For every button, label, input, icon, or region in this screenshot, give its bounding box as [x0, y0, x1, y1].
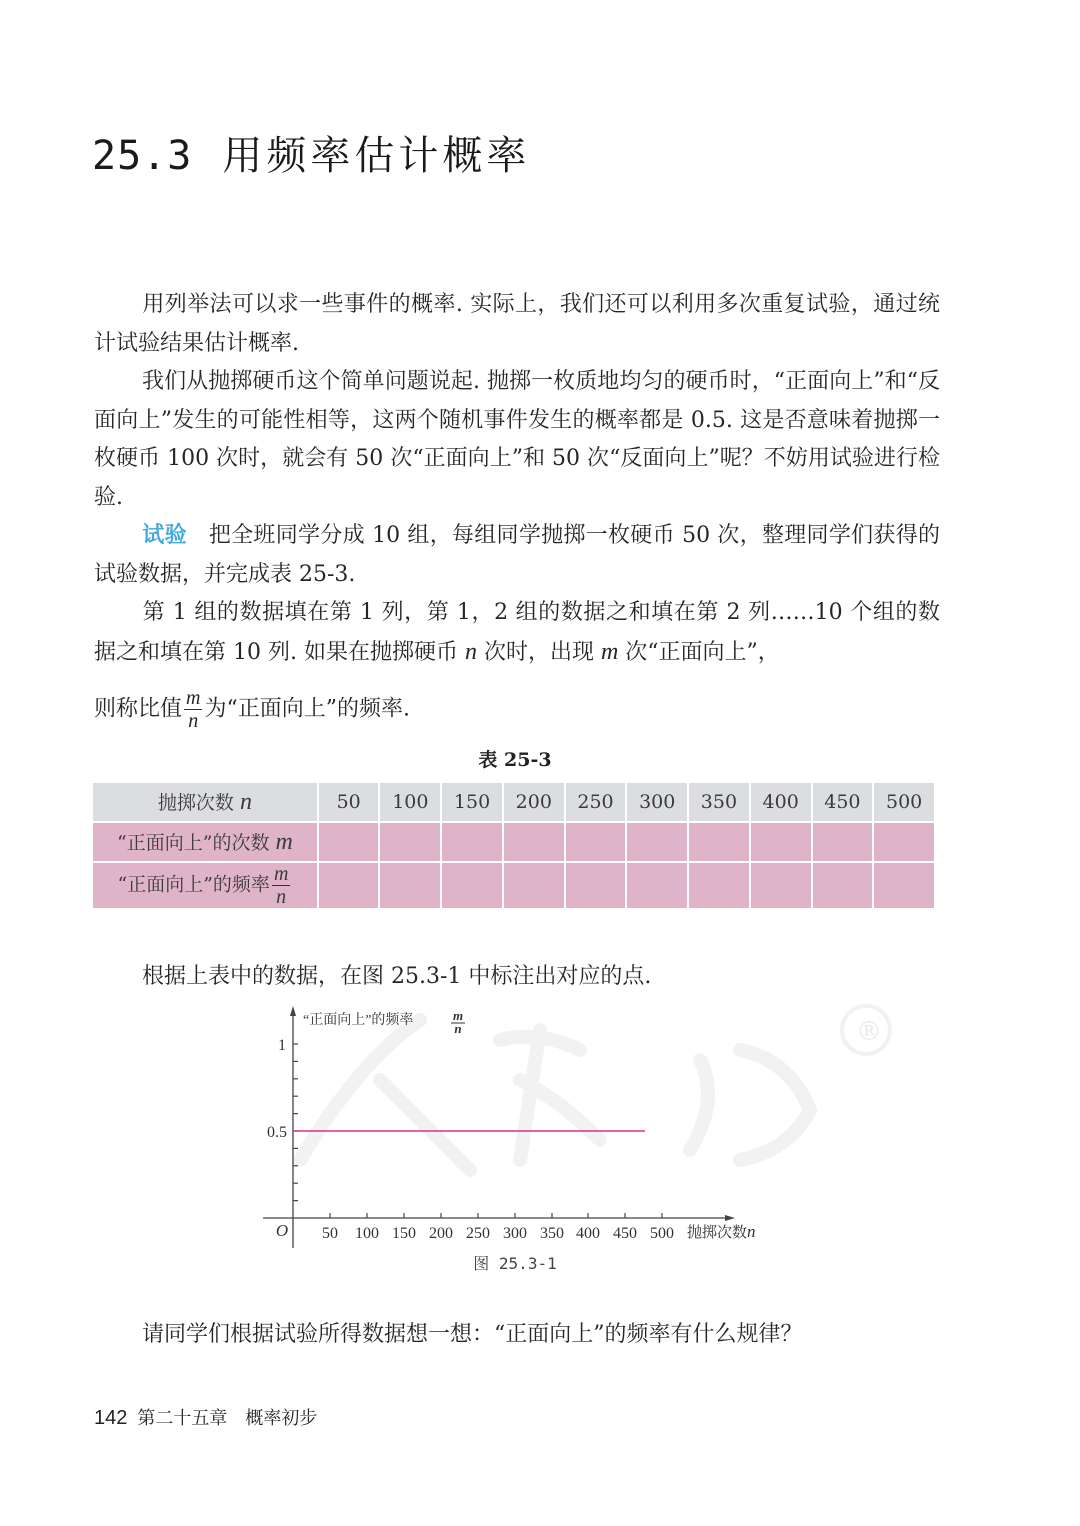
table-row-frequencies: [93, 863, 936, 910]
y-tick-label: 1: [278, 1037, 286, 1054]
x-tick-label: 250: [466, 1225, 490, 1242]
x-tick-label: 300: [503, 1225, 527, 1242]
y-ticks: [293, 1044, 298, 1201]
frequency-cell[interactable]: [627, 863, 689, 910]
fraction-m-over-n: [184, 688, 202, 731]
y-axis-frac-numerator: m: [452, 1008, 464, 1023]
paragraph-text: 用列举法可以求一些事件的概率. 实际上，我们还可以利用多次重复试验，通过统计试验结果估计概率.: [94, 292, 940, 356]
x-tick-label: 400: [576, 1225, 600, 1242]
column-n-value: 150: [442, 783, 504, 823]
count-cell[interactable]: [627, 823, 689, 863]
table-caption: 表 25-3: [478, 749, 552, 771]
paragraph-question: [142, 1316, 942, 1355]
label-text: “正面向上”的频率: [117, 873, 270, 896]
column-n-value: 300: [627, 783, 689, 823]
paragraph-frequency-definition-line3: [94, 688, 940, 731]
count-cell[interactable]: [874, 823, 936, 863]
fraction-denominator: n: [276, 886, 287, 908]
paragraph-coin: [94, 363, 940, 517]
y-axis-label: “正面向上”的频率: [303, 1013, 414, 1028]
table-row-counts: [93, 823, 936, 863]
column-n-value: 250: [566, 783, 628, 823]
count-cell[interactable]: [813, 823, 875, 863]
paragraph-chart-instruction: [142, 958, 942, 997]
page-footer: [94, 1404, 317, 1430]
section-heading: 用频率估计概率: [222, 133, 531, 179]
frequency-cell[interactable]: [751, 863, 813, 910]
x-axis-arrow-icon: [725, 1215, 735, 1221]
column-n-value: 350: [689, 783, 751, 823]
x-ticks: [330, 1213, 662, 1218]
column-n-value: 100: [380, 783, 442, 823]
count-cell[interactable]: [319, 823, 381, 863]
column-n-value: 200: [504, 783, 566, 823]
variable-n: n: [239, 789, 252, 815]
column-n-value: 500: [874, 783, 936, 823]
row-label-m: [93, 823, 319, 863]
row-label-frequency: [93, 863, 319, 910]
frequency-table: [93, 783, 936, 910]
paragraph-text: 根据上表中的数据，在图 25.3-1 中标注出对应的点.: [142, 964, 652, 989]
x-tick-label: 500: [650, 1225, 674, 1242]
x-tick-label: 200: [429, 1225, 453, 1242]
x-tick-label: 450: [613, 1225, 637, 1242]
x-axis-label-text: 抛掷次数: [687, 1225, 748, 1241]
paragraph-text: 次“正面向上”，: [618, 639, 780, 665]
count-cell[interactable]: [442, 823, 504, 863]
row-label-n: [93, 783, 319, 823]
section-number: 25.3: [92, 133, 193, 179]
frequency-cell[interactable]: [874, 863, 936, 910]
fraction-m-over-n: [272, 864, 290, 907]
count-cell[interactable]: [504, 823, 566, 863]
frequency-cell[interactable]: [689, 863, 751, 910]
paragraph-text: 次时，出现: [476, 639, 601, 665]
paragraph-text: 请同学们根据试验所得数据想一想：“正面向上”的频率有什么规律？: [142, 1322, 803, 1347]
table-header-row: [93, 783, 936, 823]
x-tick-labels: [322, 1225, 674, 1242]
page-number: 142: [94, 1407, 128, 1429]
frequency-cell[interactable]: [442, 863, 504, 910]
paragraph-text: 我们从抛掷硬币这个简单问题说起. 抛掷一枚质地均匀的硬币时，“正面向上”和“反面向上”发生的可能性相等，这两个随机事件发生的概率都是 0.5. 这是否意味着抛掷一枚硬币 100 次时，就会有 50 次“正面向上”和 50 次“反面向上”呢？不妨用试验进行检验.: [94, 369, 940, 510]
column-n-value: 400: [751, 783, 813, 823]
y-tick-label: 0.5: [267, 1124, 287, 1141]
paragraph-text: 把全班同学分成 10 组，每组同学抛掷一枚硬币 50 次，整理同学们获得的试验数据，并完成表 25-3.: [94, 523, 940, 587]
variable-m: m: [600, 638, 619, 665]
paragraph-frequency-definition: [94, 594, 940, 672]
label-text: 抛掷次数: [157, 792, 240, 814]
frequency-cell[interactable]: [380, 863, 442, 910]
paragraph-text: 为“正面向上”的频率.: [204, 696, 410, 722]
fraction-denominator: n: [188, 710, 199, 732]
column-n-value: 450: [813, 783, 875, 823]
y-axis-frac-denominator: n: [454, 1021, 462, 1036]
origin-label: O: [275, 1221, 289, 1240]
variable-n: n: [464, 638, 477, 665]
column-n-value: 50: [319, 783, 381, 823]
variable-m: m: [275, 829, 293, 855]
fraction-numerator: m: [273, 863, 289, 885]
label-text: “正面向上”的次数: [117, 832, 276, 854]
paragraph-experiment: [94, 517, 940, 594]
count-cell[interactable]: [566, 823, 628, 863]
count-cell[interactable]: [751, 823, 813, 863]
chapter-name: 概率初步: [245, 1408, 318, 1429]
watermark: [300, 1006, 890, 1170]
paragraph-text: 第 1 组的数据填在第 1 列，第 1，2 组的数据之和填在第 2 列……10 个组的数据之和填在第 10 列. 如果在抛掷硬币: [94, 600, 940, 665]
paragraph-text: 则称比值: [94, 696, 183, 722]
count-cell[interactable]: [380, 823, 442, 863]
frequency-cell[interactable]: [504, 863, 566, 910]
x-tick-label: 350: [540, 1225, 564, 1242]
frequency-cell[interactable]: [566, 863, 628, 910]
x-tick-label: 50: [322, 1225, 338, 1242]
x-axis-label: [687, 1222, 756, 1241]
figure-caption: 图 25.3-1: [473, 1254, 557, 1273]
experiment-label: 试验: [142, 523, 187, 548]
chapter-label: 第二十五章: [137, 1408, 228, 1429]
variable-n: n: [747, 1222, 756, 1241]
x-tick-label: 100: [355, 1225, 379, 1242]
frequency-cell[interactable]: [319, 863, 381, 910]
section-title: [92, 124, 530, 181]
frequency-cell[interactable]: [813, 863, 875, 910]
paragraph-intro: [94, 286, 940, 363]
x-tick-label: 150: [392, 1225, 416, 1242]
count-cell[interactable]: [689, 823, 751, 863]
watermark-registered-mark: ®: [856, 1017, 882, 1047]
y-axis-arrow-icon: [290, 1006, 296, 1016]
chart-axes: [263, 1012, 728, 1248]
fraction-numerator: m: [186, 687, 201, 709]
